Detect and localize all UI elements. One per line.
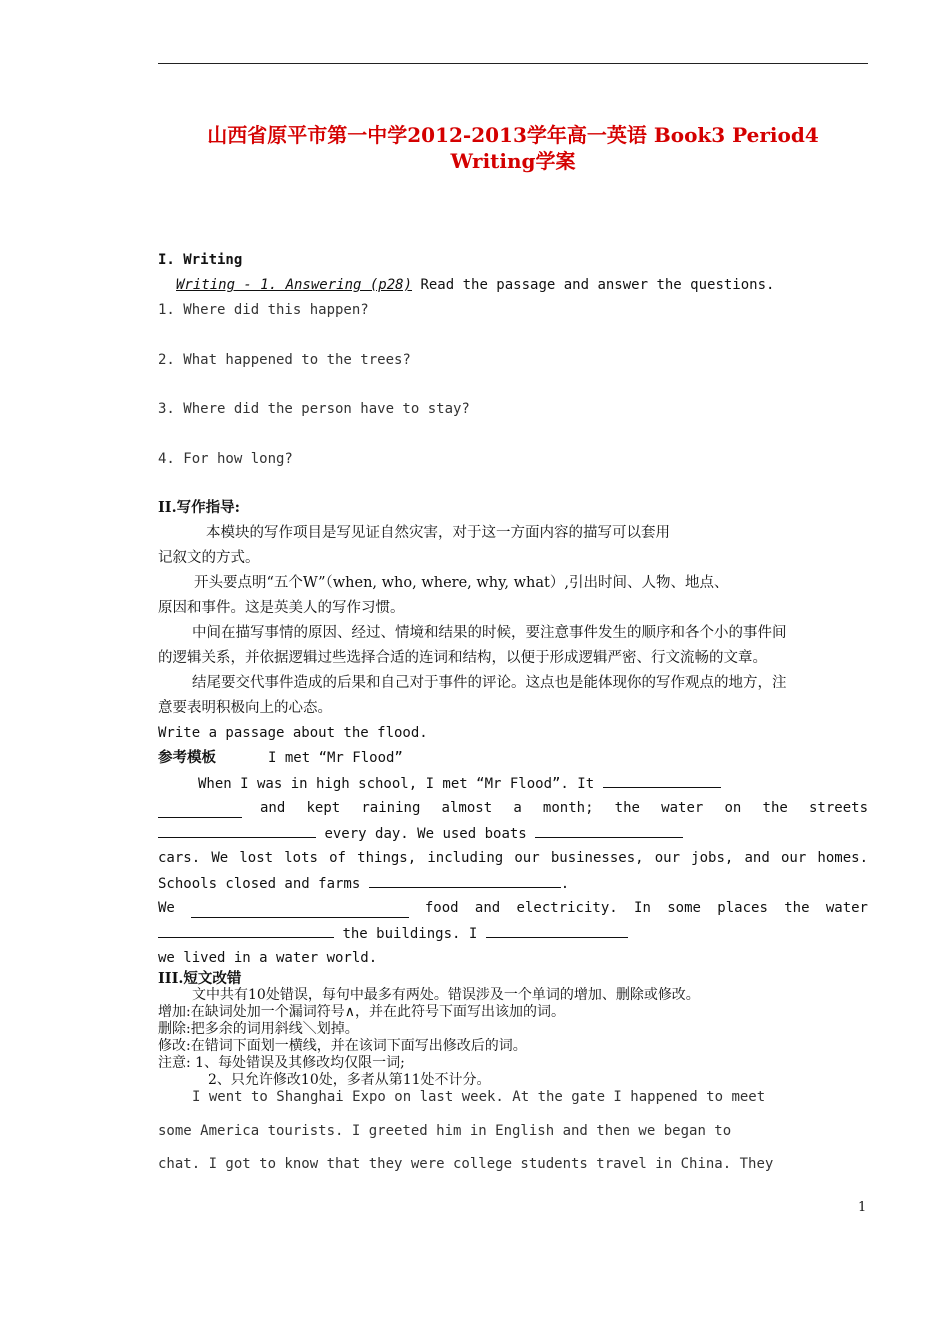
blank-2 (158, 803, 242, 818)
template-line-7 (158, 923, 628, 944)
document-title (158, 122, 868, 174)
template-line-8: we lived in a water world. (158, 950, 378, 966)
guide-paragraph-2a: 开头要点明“五个W”（when, who, where, why, what）,引出时间、人物、地点、 (194, 575, 729, 591)
template-line-1 (198, 773, 721, 794)
question-2: 2. What happened to the trees? (158, 352, 411, 368)
template-line-3 (158, 823, 683, 844)
exercise-line-2: some America tourists. I greeted him in English and then we began to (158, 1123, 732, 1139)
template-text-5: Schools closed and farms (158, 876, 361, 892)
template-text-3: every day. We used boats (324, 826, 527, 842)
question-1: 1. Where did this happen? (158, 302, 369, 318)
template-line-2 (158, 798, 868, 818)
blank-6 (191, 903, 409, 918)
subheading-instruction: Read the passage and answer the questions. (412, 277, 775, 293)
page-number: 1 (858, 1200, 867, 1215)
template-text-7: the buildings. I (342, 926, 478, 942)
template-text-5-end: . (560, 876, 570, 892)
exercise-line-3: chat. I got to know that they were college students travel in China. They (158, 1156, 774, 1172)
instruction-delete: 删除:把多余的词用斜线＼划掉。 (158, 1021, 359, 1037)
instruction-modify: 修改:在错词下面划一横线，并在该词下面写出修改后的词。 (158, 1038, 527, 1054)
question-4: 4. For how long? (158, 451, 293, 467)
question-3: 3. Where did the person have to stay? (158, 401, 470, 417)
section-3-heading: III.短文改错 (158, 970, 242, 987)
instruction-1: 文中共有10处错误，每句中最多有两处。错误涉及一个单词的增加、删除或修改。 (192, 987, 700, 1003)
guide-paragraph-4b: 意要表明积极向上的心态。 (158, 700, 332, 716)
blank-3 (158, 823, 316, 838)
template-title: I met “Mr Flood” (268, 750, 403, 766)
section-2-heading: II.写作指导: (158, 499, 240, 516)
template-line-4: cars. We lost lots of things, including our businesses, our jobs, and our homes. (158, 850, 868, 866)
section-1-subheading (176, 275, 774, 295)
instruction-add: 增加:在缺词处加一个漏词符号∧，并在此符号下面写出该加的词。 (158, 1004, 565, 1020)
blank-5 (369, 873, 561, 888)
guide-paragraph-3b: 的逻辑关系，并依据逻辑过些选择合适的连词和结构，以便于形成逻辑严密、行文流畅的文章。 (158, 650, 767, 666)
template-text-6b: food and electricity. In some places the water (424, 900, 868, 916)
guide-paragraph-4a: 结尾要交代事件造成的后果和自己对于事件的评论。这点也是能体现你的写作观点的地方，注 (192, 675, 787, 691)
instruction-limit: 2、只允许修改10处，多者从第11处不计分。 (208, 1072, 491, 1088)
guide-paragraph-3a: 中间在描写事情的原因、经过、情境和结果的时候，要注意事件发生的顺序和各个小的事件间 (192, 625, 787, 641)
template-text-2: and kept raining almost a month; the water on the streets (260, 800, 868, 816)
section-1-heading: I. Writing (158, 252, 243, 268)
template-label: 参考模板 (158, 749, 216, 766)
blank-4 (535, 823, 683, 838)
template-text-6a: We (158, 900, 175, 916)
template-text-1: When I was in high school, I met “Mr Flood”. It (198, 776, 595, 792)
blank-8 (486, 923, 628, 938)
blank-1 (603, 773, 721, 788)
guide-paragraph-2b: 原因和事件。这是英美人的写作习惯。 (158, 600, 405, 616)
writing-task: Write a passage about the flood. (158, 725, 428, 741)
title-line-1: 山西省原平市第一中学2012-2013学年高一英语 Book3 Period4 (207, 123, 819, 147)
exercise-line-1: I went to Shanghai Expo on last week. At the gate I happened to meet (192, 1089, 766, 1105)
template-line-5 (158, 873, 569, 894)
blank-7 (158, 923, 334, 938)
textbook-reference: Writing - 1. Answering (p28) (176, 277, 413, 293)
header-rule (158, 63, 868, 64)
template-heading (158, 748, 403, 768)
title-line-2: Writing学案 (450, 149, 576, 173)
template-line-6 (158, 898, 868, 918)
guide-paragraph-1a: 本模块的写作项目是写见证自然灾害，对于这一方面内容的描写可以套用 (206, 525, 670, 541)
instruction-note: 注意: 1、每处错误及其修改均仅限一词; (158, 1055, 405, 1071)
guide-paragraph-1b: 记叙文的方式。 (158, 550, 260, 566)
